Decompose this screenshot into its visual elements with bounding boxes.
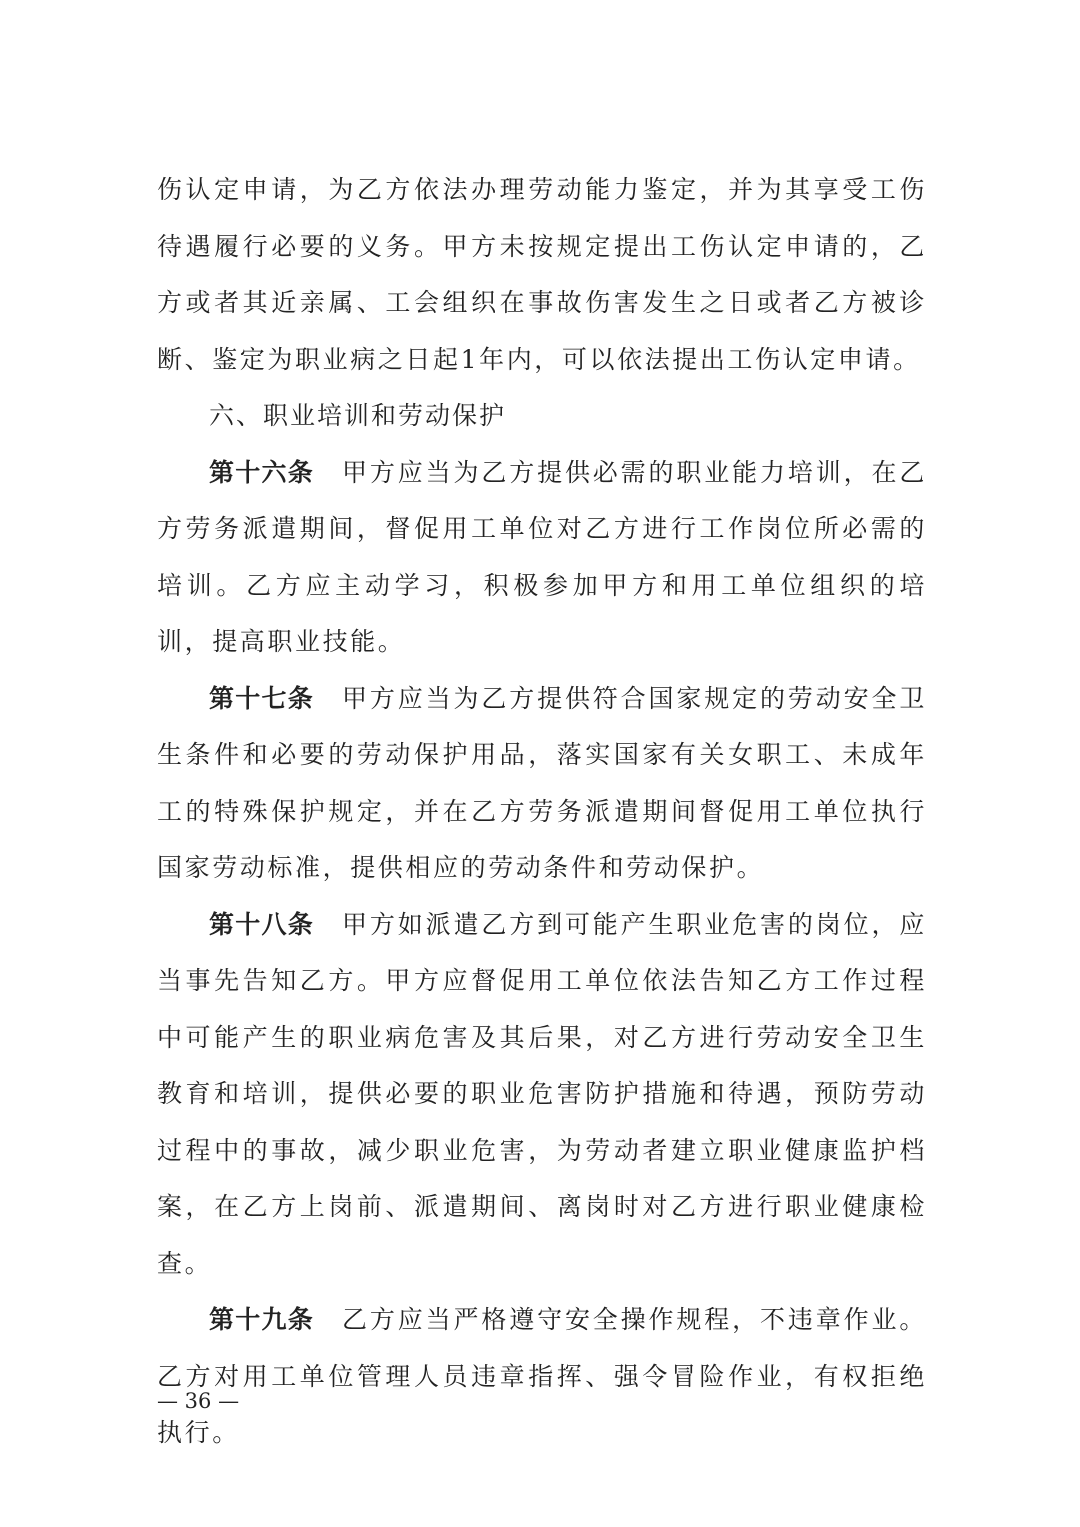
- article-text: 乙方应当严格遵守安全操作规程，不违章作业。乙方对用工单位管理人员违章指挥、强令冒险作业，有权拒绝执行。: [157, 1305, 927, 1447]
- article-number: 第十八条: [209, 909, 315, 939]
- section-heading: 六、职业培训和劳动保护: [209, 401, 507, 430]
- document-body: [157, 162, 927, 1462]
- page-number: — 36 —: [157, 1389, 240, 1413]
- continuation-paragraph: 伤认定申请，为乙方依法办理劳动能力鉴定，并为其享受工伤待遇履行必要的义务。甲方未按规定提出工伤认定申请的，乙方或者其近亲属、工会组织在事故伤害发生之日或者乙方被诊断、鉴定为职业病之日起1年内，可以依法提出工伤认定申请。: [157, 175, 927, 374]
- article-text: 甲方如派遣乙方到可能产生职业危害的岗位，应当事先告知乙方。甲方应督促用工单位依法告知乙方工作过程中可能产生的职业病危害及其后果，对乙方进行劳动安全卫生教育和培训，提供必要的职业危害防护措施和待遇，预防劳动过程中的事故，减少职业危害，为劳动者建立职业健康监护档案，在乙方上岗前、派遣期间、离岗时对乙方进行职业健康检查。: [157, 909, 927, 1278]
- article-17: [157, 671, 927, 897]
- article-16: [157, 445, 927, 671]
- article-18: [157, 897, 927, 1293]
- article-number: 第十六条: [209, 457, 315, 487]
- article-19: [157, 1292, 927, 1462]
- article-text: 甲方应当为乙方提供符合国家规定的劳动安全卫生条件和必要的劳动保护用品，落实国家有关女职工、未成年工的特殊保护规定，并在乙方劳务派遣期间督促用工单位执行国家劳动标准，提供相应的劳动条件和劳动保护。: [157, 683, 927, 882]
- article-number: 第十九条: [209, 1305, 315, 1334]
- article-number: 第十七条: [209, 683, 315, 713]
- article-text: 甲方应当为乙方提供必需的职业能力培训，在乙方劳务派遣期间，督促用工单位对乙方进行工作岗位所必需的培训。乙方应主动学习，积极参加甲方和用工单位组织的培训，提高职业技能。: [157, 457, 927, 656]
